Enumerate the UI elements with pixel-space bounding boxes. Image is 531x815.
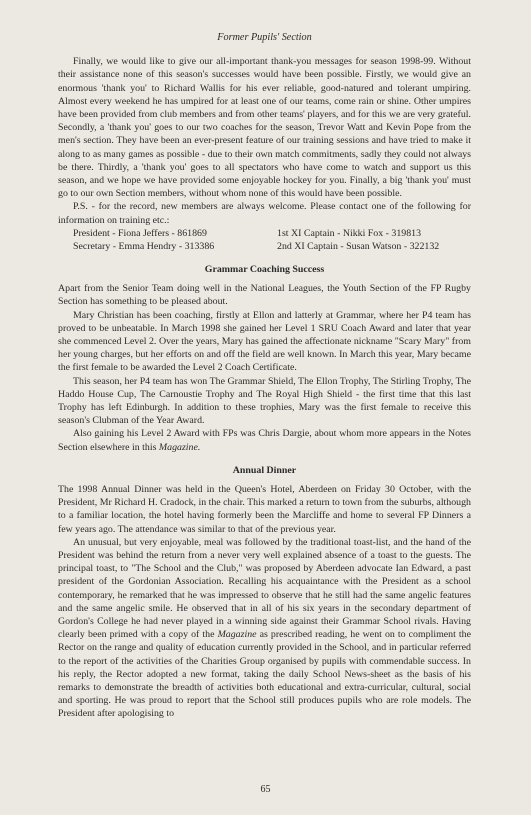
magazine-title: Magazine.: [158, 441, 201, 453]
contact-1st-xi-captain: 1st XI Captain - Nikki Fox - 319813: [277, 227, 422, 239]
grammar-coaching-paragraph: Mary Christian has been coaching, firstly at Ellon and latterly at Grammar, where her P4 team has proved to be unbeatable. In March 1998 she gained her Level 1 SRU Coach Award and later that year she commenced Level 2. Over the years, Mary has gained the affectionate nickname "Scary Mary" from her young charges, but her efforts on and off the field are well known. In March this year, Mary became the first female to be awarded the Level 2 Coach Certificate.: [58, 309, 471, 374]
text-run: Also gaining his Level 2 Award with FPs was Chris Dargie, about whom more appears in the Notes Section elsewhere in this: [58, 428, 471, 453]
text-run: An unusual, but very enjoyable, meal was followed by the traditional toast-list, and the hand of the President was behind the return from a never very well explained absence of a toast to the guests. The principal toast, to "The School and the Club," was proposed by Aberdeen advocate Ian Edward, a past president of the Gordonian Association. Recalling his acquaintance with the President as a school contemporary, he remarked that he was impressed to observe that he still had the same angelic features and the same angelic smile. He observed that in all of his six years in the secondary department of Gordon's College he had never played in a winning side against their Grammar School rivals. Having clearly been primed with a copy of the: [58, 536, 471, 641]
annual-dinner-paragraph: [58, 536, 471, 721]
grammar-coaching-paragraph: Apart from the Senior Team doing well in the National Leagues, the Youth Section of the FP Rugby Section has something to be pleased about.: [58, 283, 471, 308]
section-heading-grammar-coaching: Grammar Coaching Success: [204, 264, 325, 276]
contact-2nd-xi-captain: 2nd XI Captain - Susan Watson - 322132: [277, 241, 440, 253]
contact-president: President - Fiona Jeffers - 861869: [73, 227, 207, 239]
grammar-coaching-paragraph: This season, her P4 team has won The Grammar Shield, The Ellon Trophy, The Stirling Trophy, The Haddo House Cup, The Carnoustie Trophy and The Royal High Shield - the first time that this last Trophy has left Edinburgh. In addition to these trophies, Mary was the first female to receive this season's Clubman of the Year Award.: [58, 375, 471, 427]
magazine-title: Magazine: [217, 629, 257, 641]
ps-paragraph: P.S. - for the record, new members are always welcome. Please contact one of the following for information on training etc.:: [58, 201, 471, 226]
section-heading-annual-dinner: Annual Dinner: [232, 464, 297, 476]
running-head: Former Pupils' Section: [217, 32, 312, 43]
thank-you-paragraph: Finally, we would like to give our all-important thank-you messages for season 1998-99. Without their assistance none of this season's successes would have been possible. Firstly, we would give an enormous 'thank you' to Richard Wallis for his ever reliable, good-natured and tolerant umpiring. Almost every weekend he has umpired for at least one of our teams, come rain or shine. Other umpires have been provided from club members and from other teams' players, and for this we are very grateful. Secondly, a 'thank you' goes to our two coaches for the season, Trevor Watt and Kevin Pope from the men's section. They have been an ever-present feature of our training sessions and have tried to make it along to as many games as possible - due to their own match commitments, sadly they could not always be there. Thirdly, a 'thank you' goes to all spectators who have come to watch and support us this season, and we hope we have provided some enjoyable hockey for you. Finally, a big 'thank you' must go to our own Section members, without whom none of this would have been possible.: [58, 56, 471, 200]
contact-secretary: Secretary - Emma Hendry - 313386: [73, 241, 215, 253]
contact-list: [58, 227, 471, 253]
text-run: as prescribed reading, he went on to compliment the Rector on the range and quality of education currently provided in the School, and in particular referred to the report of the activities of the Charities Group organised by pupils with commendable success. In his reply, the Rector adopted a new format, taking the daily School News-sheet as the basis of his remarks to demonstrate the breadth of activities both educational and extra-curricular, cultural, social and sporting. He was proud to report that the School still produces pupils who are role models. The President after apologising to: [58, 629, 471, 720]
annual-dinner-paragraph: The 1998 Annual Dinner was held in the Queen's Hotel, Aberdeen on Friday 30 October, with the President, Mr Richard H. Cradock, in the chair. This marked a return to town from the suburbs, although to a familiar location, the hotel having formerly been the Marcliffe and home to several FP Dinners a few years ago. The attendance was similar to that of the previous year.: [58, 483, 471, 535]
page-number: 65: [260, 784, 271, 795]
grammar-coaching-paragraph: [58, 427, 471, 453]
